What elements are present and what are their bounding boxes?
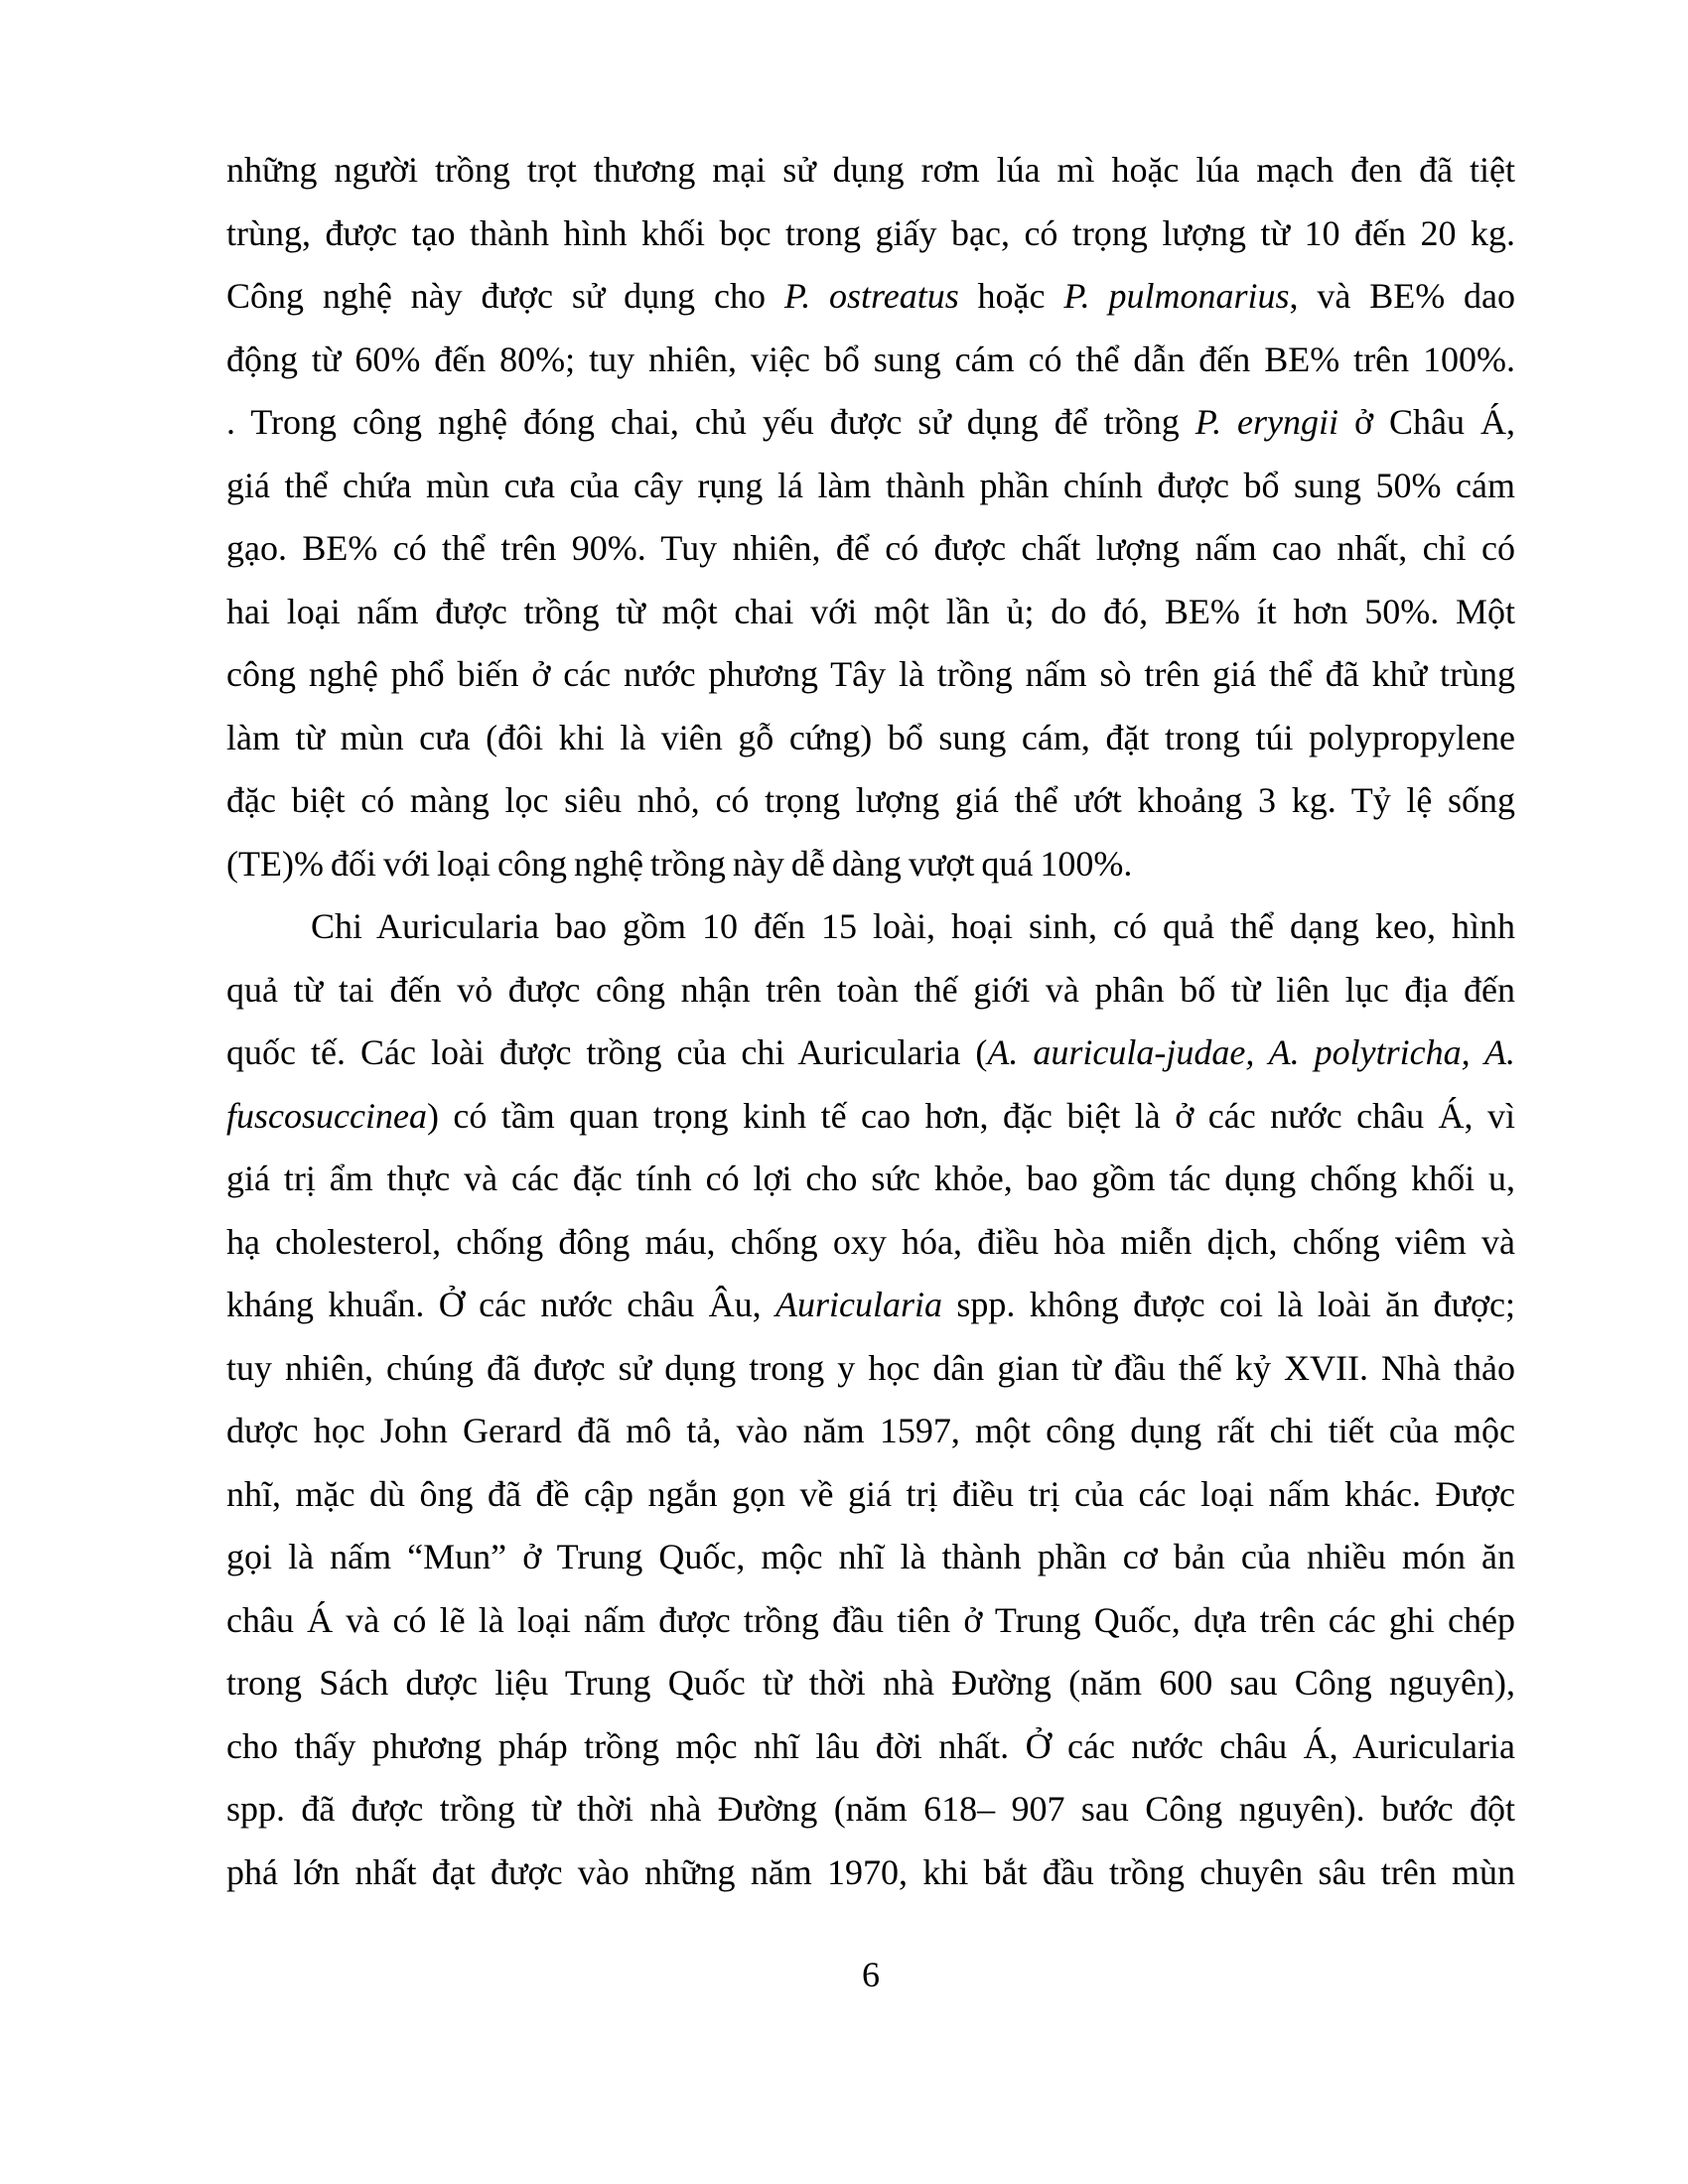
text-line [226, 1211, 1515, 1275]
text-line [226, 1400, 1515, 1463]
text-line [226, 1337, 1515, 1401]
text-segment: P. eryngii [1195, 402, 1339, 442]
text-segment: quả từ tai đến vỏ được công nhận trên toàn thế giới và phân bố từ liên lục địa đến [226, 969, 1515, 1010]
text-segment: Công nghệ này được sử dụng cho [226, 276, 784, 316]
text-line [226, 329, 1515, 392]
text-line [226, 391, 1515, 455]
text-segment: , và BE% dao [1289, 276, 1515, 316]
text-segment: cho thấy phương pháp trồng mộc nhĩ lâu đời nhất. Ở các nước châu Á, Auricularia [226, 1725, 1515, 1766]
text-line [226, 895, 1515, 959]
text-segment: nhĩ, mặc dù ông đã đề cập ngắn gọn về giá trị điều trị của các loại nấm khác. Được [226, 1473, 1515, 1514]
text-segment: châu Á và có lẽ là loại nấm được trồng đầu tiên ở Trung Quốc, dựa trên các ghi chép [226, 1599, 1515, 1640]
text-line [226, 1589, 1515, 1653]
text-line [226, 643, 1515, 707]
text-line [226, 833, 1515, 896]
text-segment: fuscosuccinea [226, 1095, 427, 1136]
text-segment: trùng, được tạo thành hình khối bọc trong giấy bạc, có trọng lượng từ 10 đến 20 kg. [226, 212, 1515, 253]
text-segment: dược học John Gerard đã mô tả, vào năm 1597, một công dụng rất chi tiết của mộc [226, 1411, 1515, 1450]
text-line [226, 517, 1515, 581]
text-line [226, 455, 1515, 518]
text-line [226, 1274, 1515, 1337]
text-line [226, 203, 1515, 266]
text-segment: phá lớn nhất đạt được vào những năm 1970, khi bắt đầu trồng chuyên sâu trên mùn [226, 1851, 1515, 1892]
text-segment: Auricularia [775, 1285, 942, 1324]
text-segment: làm từ mùn cưa (đôi khi là viên gỗ cứng) bổ sung cám, đặt trong túi polypropylene [226, 717, 1515, 757]
text-segment: trong Sách dược liệu Trung Quốc từ thời nhà Đường (năm 600 sau Công nguyên), [226, 1663, 1515, 1703]
text-segment: kháng khuẩn. Ở các nước châu Âu, [226, 1285, 775, 1324]
text-line [226, 1022, 1515, 1085]
text-segment: spp. đã được trồng từ thời nhà Đường (năm 618– 907 sau Công nguyên). bước đột [226, 1789, 1515, 1829]
text-line [226, 1652, 1515, 1715]
text-segment: . Trong công nghệ đóng chai, chủ yếu được sử dụng để trồng [226, 402, 1196, 442]
text-line [226, 1148, 1515, 1211]
text-segment: A. auricula-judae, A. polytricha, A. [987, 1032, 1515, 1072]
text-line [226, 139, 1515, 203]
text-segment: giá thể chứa mùn cưa của cây rụng lá làm thành phần chính được bổ sung 50% cám [226, 465, 1515, 505]
text-line [226, 769, 1515, 833]
text-segment: spp. không được coi là loài ăn được; [942, 1285, 1515, 1324]
text-segment: giá trị ẩm thực và các đặc tính có lợi cho sức khỏe, bao gồm tác dụng chống khối u, [226, 1159, 1515, 1198]
text-segment: động từ 60% đến 80%; tuy nhiên, việc bổ sung cám có thể dẫn đến BE% trên 100%. [226, 339, 1515, 379]
text-segment: hoặc [958, 276, 1064, 316]
text-segment: ở Châu Á, [1338, 402, 1515, 442]
text-line [226, 707, 1515, 770]
page-body-text [226, 139, 1515, 1904]
text-segment: quốc tế. Các loài được trồng của chi Auricularia ( [226, 1032, 988, 1072]
text-line [226, 265, 1515, 329]
text-line [226, 1715, 1515, 1779]
text-segment: công nghệ phổ biến ở các nước phương Tây là trồng nấm sò trên giá thể đã khử trùng [226, 654, 1515, 694]
text-segment: gọi là nấm “Mun” ở Trung Quốc, mộc nhĩ là thành phần cơ bản của nhiều món ăn [226, 1537, 1515, 1576]
text-segment: P. pulmonarius [1063, 276, 1290, 316]
text-line [226, 1463, 1515, 1527]
text-segment: gạo. BE% có thể trên 90%. Tuy nhiên, để có được chất lượng nấm cao nhất, chỉ có [226, 528, 1515, 568]
text-segment: những người trồng trọt thương mại sử dụng rơm lúa mì hoặc lúa mạch đen đã tiệt [226, 150, 1515, 190]
text-segment: hai loại nấm được trồng từ một chai với một lần ủ; do đó, BE% ít hơn 50%. Một [226, 591, 1515, 631]
text-segment: hạ cholesterol, chống đông máu, chống oxy hóa, điều hòa miễn dịch, chống viêm và [226, 1221, 1515, 1262]
text-segment: P. ostreatus [783, 276, 959, 316]
text-segment: (TE)% đối với loại công nghệ trồng này dễ dàng vượt quá 100%. [226, 843, 1133, 884]
page-number: 6 [862, 1955, 880, 1994]
text-segment: đặc biệt có màng lọc siêu nhỏ, có trọng lượng giá thể ướt khoảng 3 kg. Tỷ lệ sống [226, 780, 1515, 820]
text-line [226, 1526, 1515, 1589]
text-segment: tuy nhiên, chúng đã được sử dụng trong y học dân gian từ đầu thế kỷ XVII. Nhà thảo [226, 1347, 1515, 1388]
text-segment: ) có tầm quan trọng kinh tế cao hơn, đặc biệt là ở các nước châu Á, vì [426, 1095, 1515, 1136]
text-line [226, 1778, 1515, 1842]
text-line [226, 1085, 1515, 1149]
text-line [226, 959, 1515, 1023]
text-line [226, 581, 1515, 644]
text-line [226, 1842, 1515, 1905]
text-segment: Chi Auricularia bao gồm 10 đến 15 loài, hoại sinh, có quả thể dạng keo, hình [311, 906, 1515, 946]
